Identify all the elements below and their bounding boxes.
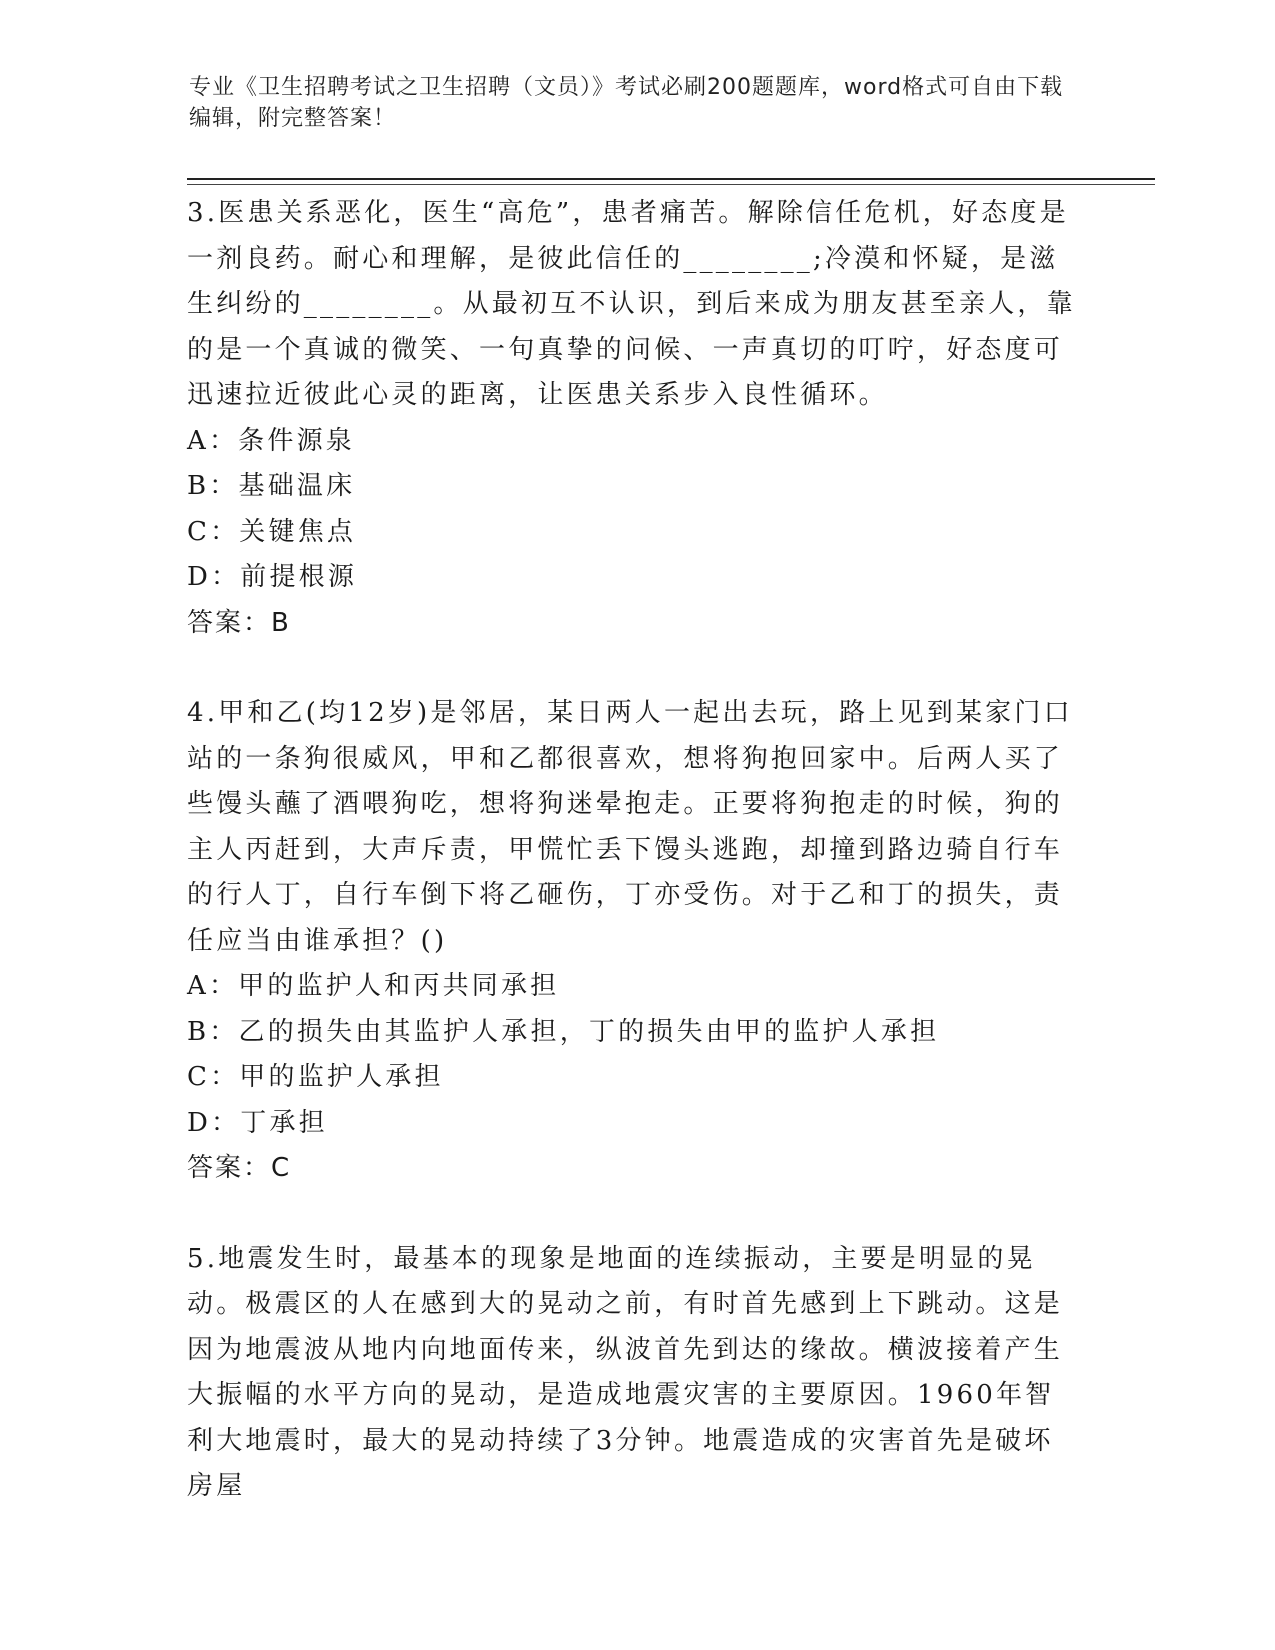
option-a: A：甲的监护人和丙共同承担	[187, 971, 560, 1001]
option-b: B：乙的损失由其监护人承担，丁的损失由甲的监护人承担	[187, 1016, 940, 1047]
question-list	[187, 191, 1077, 1510]
option-d: D：前提根源	[187, 562, 358, 592]
question-spacer	[187, 646, 1077, 691]
answer-line: 答案：B	[187, 607, 291, 638]
question-spacer	[187, 1192, 1077, 1237]
header-divider-thin	[187, 184, 1155, 185]
option-d: D：丁承担	[187, 1107, 328, 1138]
question-stem: 4.甲和乙(均12岁)是邻居，某日两人一起出去玩，路上见到某家门口站的一条狗很威风，甲和乙都很喜欢，想将狗抱回家中。后两人买了些馒头蘸了酒喂狗吃，想将狗迷晕抱走。正要将狗抱走的时候，狗的主人丙赶到，大声斥责，甲慌忙丢下馒头逃跑，却撞到路边骑自行车的行人丁，自行车倒下将乙砸伤，丁亦受伤。对于乙和丁的损失，责任应当由谁承担？()	[187, 698, 1073, 956]
option-b: B：基础温床	[187, 471, 356, 501]
option-c: C：甲的监护人承担	[187, 1062, 444, 1092]
question-stem: 5.地震发生时，最基本的现象是地面的连续振动，主要是明显的晃动。极震区的人在感到大的晃动之前，有时首先感到上下跳动。这是因为地震波从地内向地面传来，纵波首先到达的缘故。横波接着产生大振幅的水平方向的晃动，是造成地震灾害的主要原因。1960年智利大地震时，最大的晃动持续了3分钟。地震造成的灾害首先是破坏房屋	[187, 1243, 1064, 1501]
question-4	[187, 691, 1077, 1192]
answer-line: 答案：C	[187, 1153, 292, 1183]
document-header: 专业《卫生招聘考试之卫生招聘（文员）》考试必刷200题题库，word格式可自由下载编辑，附完整答案！	[189, 75, 1064, 131]
option-a: A：条件源泉	[187, 425, 355, 456]
question-stem: 3.医患关系恶化，医生“高危”，患者痛苦。解除信任危机，好态度是一剂良药。耐心和理解，是彼此信任的________;冷漠和怀疑，是滋生纠纷的________。从最初互不认识，到后来成为朋友甚至亲人，靠的是一个真诚的微笑、一句真挚的问候、一声真切的叮咛，好态度可迅速拉近彼此心灵的距离，让医患关系步入良性循环。	[187, 198, 1076, 410]
question-3	[187, 191, 1077, 646]
header-divider-thick	[187, 178, 1155, 180]
question-5	[187, 1237, 1077, 1510]
option-c: C：关键焦点	[187, 516, 357, 547]
